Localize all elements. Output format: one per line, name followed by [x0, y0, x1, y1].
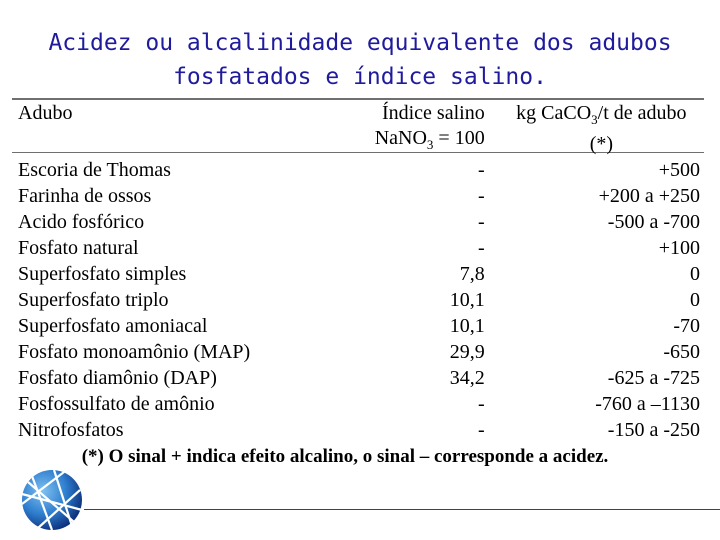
table-header-row [14, 101, 700, 157]
cell-indice-salino: 10,1 [449, 289, 485, 311]
cell-indice-salino: 29,9 [449, 341, 485, 363]
cell-adubo: Fosfato monoamônio (MAP) [18, 341, 251, 363]
cell-kg-caco3: -500 a -700 [607, 211, 700, 233]
footer-rule [84, 509, 720, 510]
cell-kg-caco3: -760 a –1130 [595, 393, 700, 415]
table-row [14, 417, 700, 443]
cell-adubo: Fosfossulfato de amônio [18, 393, 215, 415]
cell-kg-caco3: +100 [658, 237, 700, 259]
cell-adubo: Farinha de ossos [18, 185, 152, 207]
cell-indice-salino: - [478, 211, 485, 233]
cell-kg-caco3: 0 [690, 289, 700, 311]
table-body [14, 157, 700, 443]
cell-indice-salino: - [478, 393, 485, 415]
cell-adubo: Fosfato diamônio (DAP) [18, 367, 217, 389]
fertilizer-table [14, 101, 700, 443]
cell-adubo: Superfosfato triplo [18, 289, 169, 311]
table-row [14, 365, 700, 391]
cell-kg-caco3: -70 [673, 315, 700, 337]
table-row [14, 391, 700, 417]
table-row [14, 183, 700, 209]
title-line-2: fosfatados e índice salino. [173, 64, 547, 90]
header-adubo: Adubo [18, 102, 73, 124]
slide-title [0, 26, 720, 94]
cell-kg-caco3: -650 [663, 341, 700, 363]
header-kg-caco3: kg CaCO$_3$/t de adubo (*) [516, 102, 687, 155]
table-row [14, 209, 700, 235]
header-indice-salino: Índice salino NaNO$_3$ = 100 [374, 102, 485, 152]
table-row [14, 157, 700, 183]
table-top-rule [12, 98, 704, 100]
table-row [14, 235, 700, 261]
cell-indice-salino: - [478, 159, 485, 181]
table-row [14, 287, 700, 313]
globe-grid-icon [14, 466, 90, 532]
cell-indice-salino: - [478, 185, 485, 207]
cell-adubo: Nitrofosfatos [18, 419, 124, 441]
cell-indice-salino: 34,2 [449, 367, 485, 389]
cell-adubo: Acido fosfórico [18, 211, 145, 233]
cell-kg-caco3: +200 a +250 [598, 185, 700, 207]
cell-adubo: Superfosfato simples [18, 263, 187, 285]
cell-indice-salino: - [478, 237, 485, 259]
title-line-1: Acidez ou alcalinidade equivalente dos adubos [48, 30, 672, 56]
cell-kg-caco3: -150 a -250 [607, 419, 700, 441]
table-row [14, 339, 700, 365]
footnote: (*) O sinal + indica efeito alcalino, o sinal – corresponde a acidez. [81, 446, 609, 467]
cell-adubo: Fosfato natural [18, 237, 139, 259]
cell-indice-salino: - [478, 419, 485, 441]
cell-kg-caco3: -625 a -725 [607, 367, 700, 389]
cell-kg-caco3: 0 [690, 263, 700, 285]
table-row [14, 261, 700, 287]
cell-indice-salino: 7,8 [459, 263, 485, 285]
cell-adubo: Superfosfato amoniacal [18, 315, 208, 337]
table-row [14, 313, 700, 339]
cell-kg-caco3: +500 [658, 159, 700, 181]
cell-adubo: Escoria de Thomas [18, 159, 171, 181]
cell-indice-salino: 10,1 [449, 315, 485, 337]
